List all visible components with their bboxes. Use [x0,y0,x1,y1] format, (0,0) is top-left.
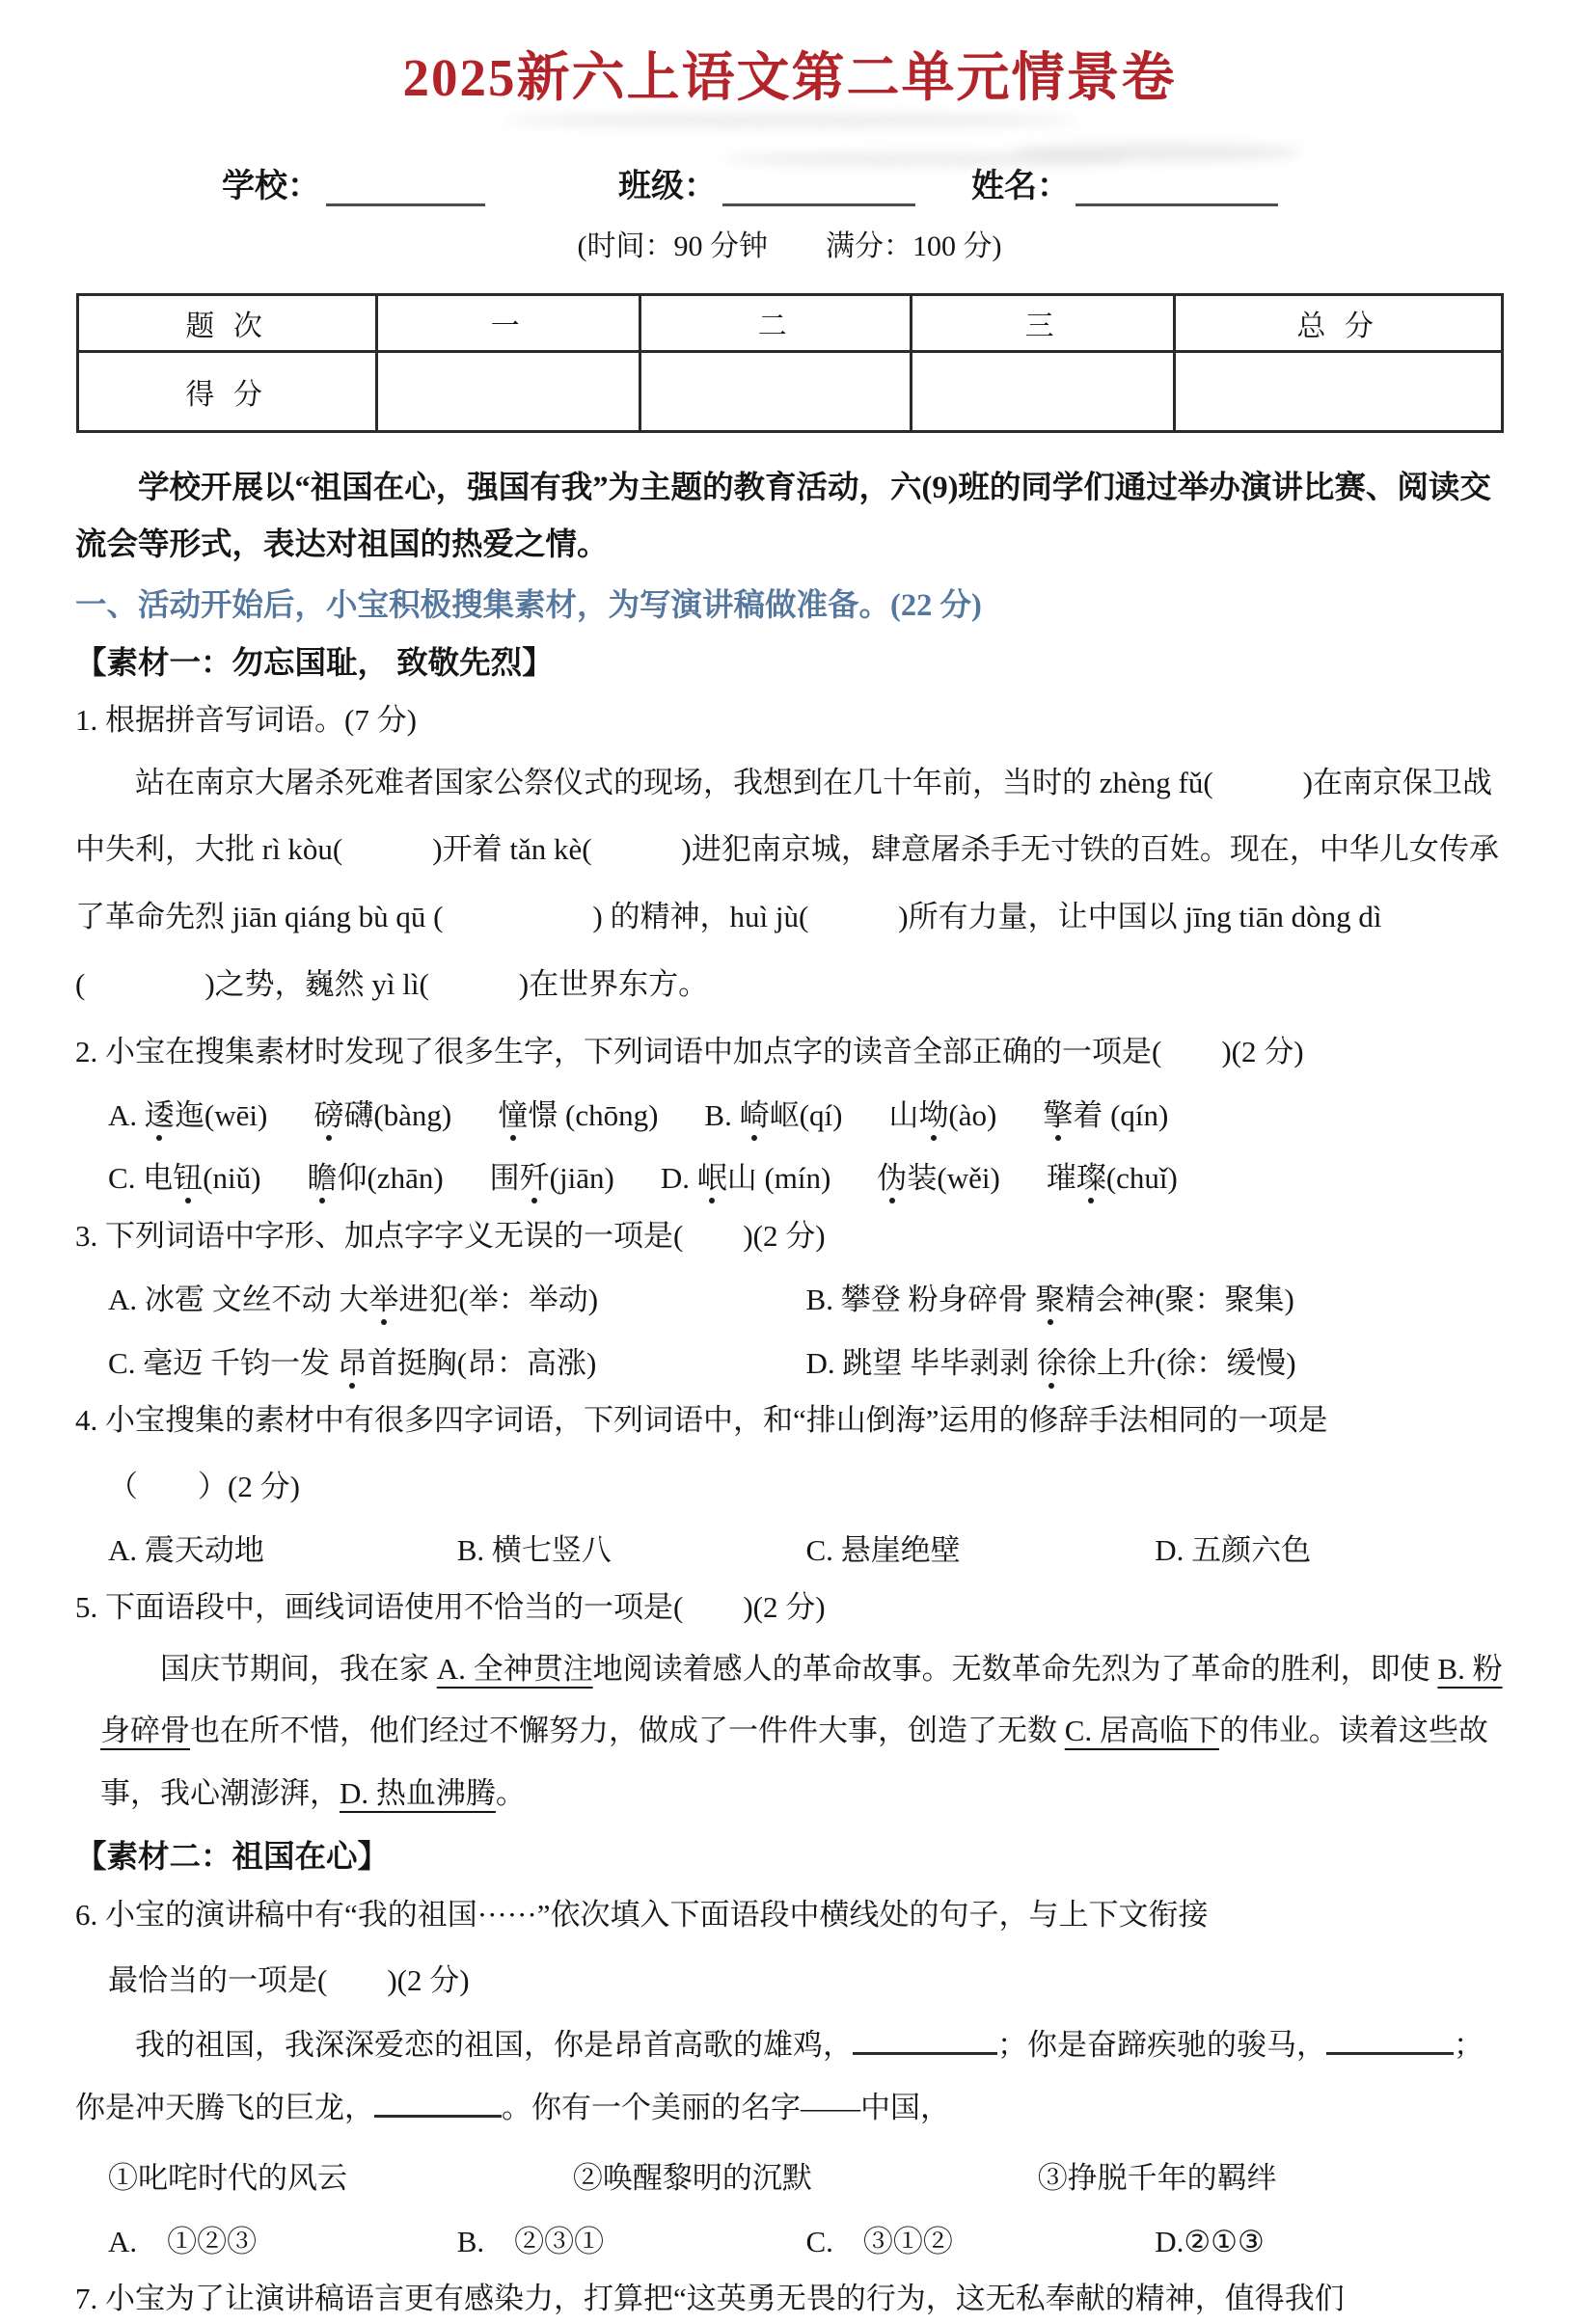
name-blank-line [1075,169,1278,206]
q5-passage: 国庆节期间，我在家 A. 全神贯注地阅读着感人的革命故事。无数革命先烈为了革命的胜利，即使 B. 粉身碎骨也在所不惜，他们经过不懈努力，做成了一件件大事，创造了无数 C. 居高临下的伟业。读着这些故事，我心潮澎湃，D. 热血沸腾。 [100,1651,1503,1810]
name-label: 姓名： [971,169,1070,204]
q6-sentence-item: ③挣脱千年的羁绊 [1037,2161,1277,2196]
q2-option-item: D. 岷山 (mín) [660,1161,831,1196]
score-table-header-cell: 一 [376,295,640,352]
q6-option-item: A. ①②③ [108,2224,258,2258]
q6-sentence-items [108,2154,1504,2202]
scan-artifact [1013,143,1302,162]
q6-options [108,2218,1504,2266]
q2-option-item: C. 电钮(niǔ) [108,1161,261,1196]
score-cell-empty [911,352,1174,432]
q2-option-item: 璀璨(chuǐ) [1046,1161,1178,1196]
q2-stem: 2. 小宝在搜集素材时发现了很多生字，下列词语中加点字的读音全部正确的一项是( )(2 分) [75,1034,1304,1068]
q6-sentence-item: ②唤醒黎明的沉默 [572,2161,812,2196]
q3-option-item: B. 攀登 粉身碎骨 聚精会神(聚：聚集) [805,1283,1294,1317]
q4-option-item: C. 悬崖绝壁 [805,1532,961,1567]
q3-option-item: A. 冰雹 文丝不动 大举进犯(举：举动) [108,1283,599,1317]
material-one-title: 【素材一：勿忘国耻， 致敬先烈】 [75,645,554,681]
score-table-header-row [77,295,1502,352]
q4-option-item: A. 震天动地 [108,1532,264,1567]
intro-paragraph: 学校开展以“祖国在心，强国有我”为主题的教育活动，六(9)班的同学们通过举办演讲比赛、阅读交流会等形式，表达对祖国的热爱之情。 [75,471,1491,563]
q5-stem: 5. 下面语段中，画线词语使用不恰当的一项是( )(2 分) [75,1590,826,1625]
class-blank-line [722,169,915,206]
score-cell-empty [376,352,640,432]
score-table-header-cell: 三 [911,295,1174,352]
q7-stem: 7. 小宝为了让演讲稿语言更有感染力，打算把“这英勇无畏的行为，这无私奉献的精神，值得我们 [75,2282,1345,2316]
q2-options-row1 [108,1092,1504,1140]
q6-sentence-item: ①叱咤时代的风云 [108,2161,347,2196]
q1-stem: 1. 根据拼音写词语。(7 分) [75,703,417,738]
score-row-label: 得 分 [77,352,376,432]
scan-artifact [502,114,1080,127]
score-table-header-cell: 二 [640,295,911,352]
page-title: 2025新六上语文第二单元情景卷 [402,48,1177,107]
score-cell-empty [1174,352,1502,432]
q3-stem: 3. 下列词语中字形、加点字字义无误的一项是( )(2 分) [75,1219,826,1254]
score-table-header-cell: 总 分 [1174,295,1502,352]
q6-stem: 6. 小宝的演讲稿中有“我的祖国······”依次填入下面语段中横线处的句子，与上下文衔接 [75,1897,1209,1932]
q2-option-item: 山坳(ào) [888,1097,997,1132]
q1-pinyin-passage: 站在南京大屠杀死难者国家公祭仪式的现场，我想到在几十年前，当时的 zhèng fǔ( )在南京保卫战中失利，大批 rì kòu( )开着 tǎn kè( )进犯南京城，肆意屠杀手无寸铁的百姓。现在，中华儿女传承了革命先烈 jiān qiáng bù qū ( ) 的精神，huì jù( )所有力量，让中国以 jīng tiān dòng dì ( )之势，巍然 yì lì( )在世界东方。 [75,765,1499,1001]
q4-stem-line2: （ ）(2 分) [108,1469,300,1503]
exam-meta-line: (时间：90 分钟 满分：100 分) [577,230,1002,262]
q2-option-item: B. 崎岖(qí) [704,1097,843,1132]
score-table-header-cell: 题 次 [77,295,376,352]
q2-option-item: 围歼(jiān) [489,1161,614,1196]
q2-options-row2 [108,1154,1504,1203]
q4-stem: 4. 小宝搜集的素材中有很多四字词语，下列词语中，和“排山倒海”运用的修辞手法相同的一项是 [75,1403,1328,1438]
class-label: 班级： [618,169,717,204]
q6-option-item: C. ③①② [805,2224,953,2258]
section-one-heading: 一、活动开始后，小宝积极搜集素材，为写演讲稿做准备。(22 分) [75,588,982,624]
q2-option-item: 瞻仰(zhān) [307,1161,444,1196]
school-label: 学校： [222,169,320,204]
q4-option-item: B. 横七竖八 [456,1532,612,1567]
q2-option-item: A. 逶迤(wēi) [108,1097,268,1132]
q6-stem-line2: 最恰当的一项是( )(2 分) [108,1963,470,1998]
q3-options-row1 [108,1276,1504,1324]
school-blank-line [326,169,485,206]
q3-options-row2 [108,1339,1504,1388]
score-table-score-row [77,352,1502,432]
q2-option-item: 伪装(wěi) [877,1161,1000,1196]
material-two-title: 【素材二：祖国在心】 [75,1840,390,1876]
q6-option-item: B. ②③① [456,2224,605,2258]
score-table [76,293,1504,433]
score-cell-empty [640,352,911,432]
q6-passage: 我的祖国，我深深爱恋的祖国，你是昂首高歌的雄鸡， ；你是奋蹄疾驰的骏马， ；你是冲天腾飞的巨龙， 。你有一个美丽的名字——中国， [75,2014,1504,2139]
q4-option-item: D. 五颜六色 [1155,1532,1312,1567]
q2-option-item: 擎着 (qín) [1043,1097,1169,1132]
q6-option-item: D.②①③ [1155,2224,1265,2258]
q2-option-item: 磅礴(bàng) [313,1097,452,1132]
student-info-row [222,159,1579,206]
q2-option-item: 憧憬 (chōng) [498,1097,659,1132]
q3-option-item: D. 跳望 毕毕剥剥 徐徐上升(徐：缓慢) [805,1345,1296,1380]
q3-option-item: C. 毫迈 千钧一发 昂首挺胸(昂：高涨) [108,1345,597,1380]
q4-options [108,1527,1504,1575]
